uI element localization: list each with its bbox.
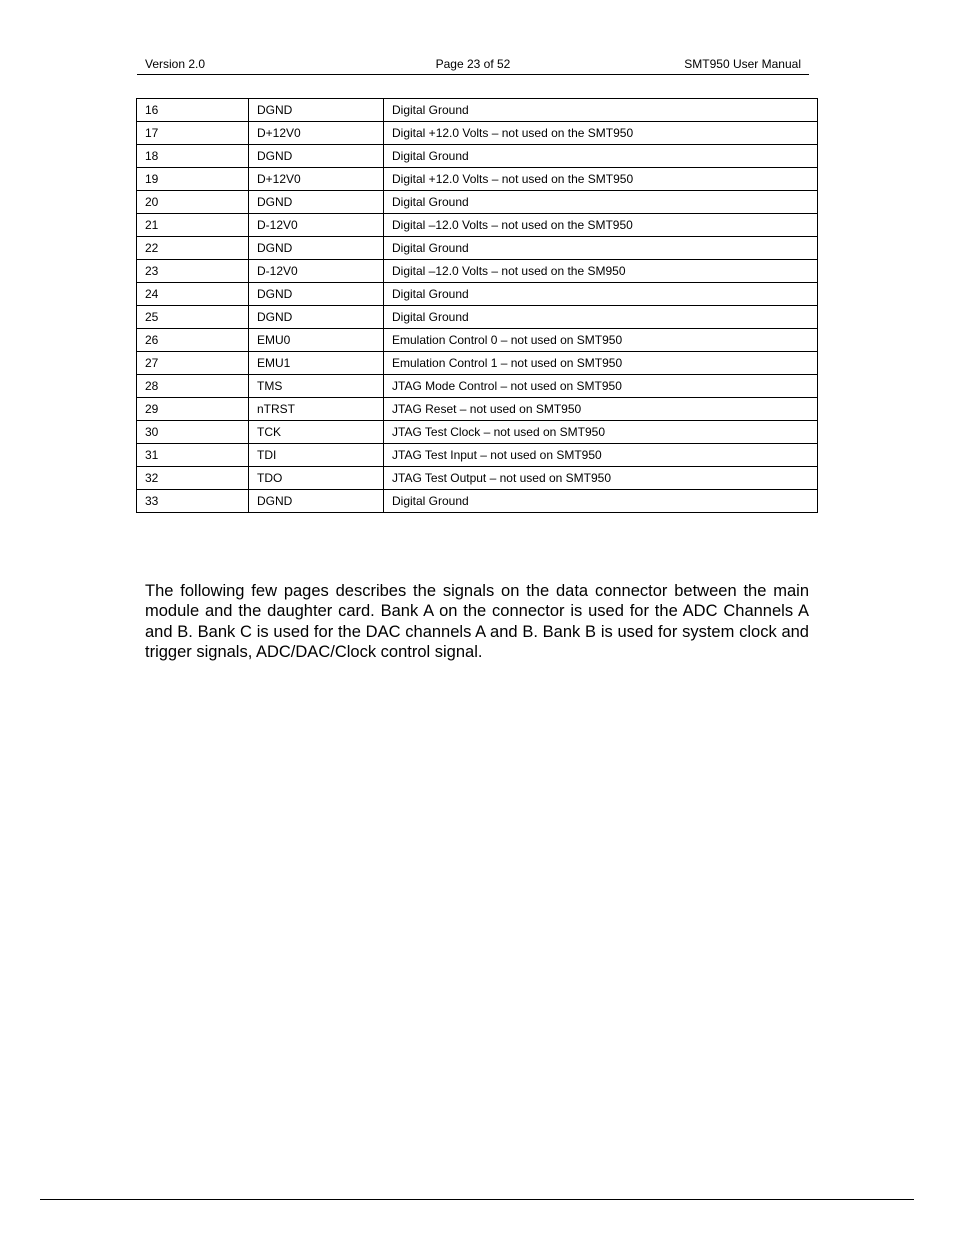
pin-number-cell: 23	[137, 260, 249, 283]
table-row	[137, 237, 818, 260]
pin-number-cell: 19	[137, 168, 249, 191]
signal-name-cell: DGND	[249, 191, 384, 214]
pin-number-cell: 29	[137, 398, 249, 421]
table-row	[137, 260, 818, 283]
description-cell: JTAG Test Input – not used on SMT950	[384, 444, 818, 467]
description-cell: JTAG Mode Control – not used on SMT950	[384, 375, 818, 398]
description-cell: Digital Ground	[384, 490, 818, 513]
table-row	[137, 398, 818, 421]
signal-name-cell: DGND	[249, 99, 384, 122]
pin-table	[136, 98, 818, 513]
description-cell: JTAG Test Output – not used on SMT950	[384, 467, 818, 490]
pin-number-cell: 16	[137, 99, 249, 122]
description-cell: Digital Ground	[384, 237, 818, 260]
signal-name-cell: TDI	[249, 444, 384, 467]
description-cell: Digital +12.0 Volts – not used on the SMT950	[384, 122, 818, 145]
table-row	[137, 421, 818, 444]
signal-name-cell: D+12V0	[249, 168, 384, 191]
table-row	[137, 214, 818, 237]
table-row	[137, 99, 818, 122]
pin-number-cell: 24	[137, 283, 249, 306]
table-row	[137, 467, 818, 490]
signal-name-cell: TDO	[249, 467, 384, 490]
table-row	[137, 352, 818, 375]
table-row	[137, 444, 818, 467]
pin-number-cell: 31	[137, 444, 249, 467]
signal-name-cell: nTRST	[249, 398, 384, 421]
description-cell: JTAG Test Clock – not used on SMT950	[384, 421, 818, 444]
pin-number-cell: 22	[137, 237, 249, 260]
table-row	[137, 191, 818, 214]
signal-name-cell: TMS	[249, 375, 384, 398]
table-row	[137, 283, 818, 306]
pin-number-cell: 21	[137, 214, 249, 237]
description-cell: JTAG Reset – not used on SMT950	[384, 398, 818, 421]
pin-number-cell: 20	[137, 191, 249, 214]
description-cell: Digital Ground	[384, 145, 818, 168]
body-paragraph: The following few pages describes the signals on the data connector between the main module and the daughter card. Bank A on the connector is used for the ADC Channels A and B. Bank C is used for the DAC channels A and B. Bank B is used for system clock and trigger signals, ADC/DAC/Clock control signal.	[145, 582, 809, 662]
description-cell: Digital –12.0 Volts – not used on the SM950	[384, 260, 818, 283]
description-cell: Digital –12.0 Volts – not used on the SMT950	[384, 214, 818, 237]
pin-number-cell: 25	[137, 306, 249, 329]
table-row	[137, 329, 818, 352]
document-version: Version 2.0	[145, 57, 206, 71]
pin-number-cell: 18	[137, 145, 249, 168]
signal-name-cell: D-12V0	[249, 214, 384, 237]
pin-number-cell: 26	[137, 329, 249, 352]
page-number: Page 23 of 52	[435, 57, 511, 71]
footer-divider	[40, 1199, 914, 1200]
signal-name-cell: DGND	[249, 237, 384, 260]
description-cell: Digital Ground	[384, 306, 818, 329]
pin-number-cell: 33	[137, 490, 249, 513]
pin-number-cell: 17	[137, 122, 249, 145]
table-row	[137, 168, 818, 191]
signal-name-cell: EMU1	[249, 352, 384, 375]
pin-number-cell: 30	[137, 421, 249, 444]
signal-name-cell: TCK	[249, 421, 384, 444]
document-title: SMT950 User Manual	[684, 57, 801, 71]
signal-name-cell: D-12V0	[249, 260, 384, 283]
signal-name-cell: EMU0	[249, 329, 384, 352]
description-cell: Digital Ground	[384, 191, 818, 214]
description-cell: Emulation Control 1 – not used on SMT950	[384, 352, 818, 375]
signal-name-cell: DGND	[249, 145, 384, 168]
table-row	[137, 375, 818, 398]
description-cell: Emulation Control 0 – not used on SMT950	[384, 329, 818, 352]
table-row	[137, 122, 818, 145]
page-header	[137, 56, 809, 75]
signal-name-cell: DGND	[249, 490, 384, 513]
pin-number-cell: 28	[137, 375, 249, 398]
table-row	[137, 490, 818, 513]
table-row	[137, 306, 818, 329]
pin-number-cell: 32	[137, 467, 249, 490]
pin-number-cell: 27	[137, 352, 249, 375]
description-cell: Digital Ground	[384, 99, 818, 122]
description-cell: Digital Ground	[384, 283, 818, 306]
signal-name-cell: D+12V0	[249, 122, 384, 145]
signal-name-cell: DGND	[249, 283, 384, 306]
signal-name-cell: DGND	[249, 306, 384, 329]
description-cell: Digital +12.0 Volts – not used on the SMT950	[384, 168, 818, 191]
table-row	[137, 145, 818, 168]
